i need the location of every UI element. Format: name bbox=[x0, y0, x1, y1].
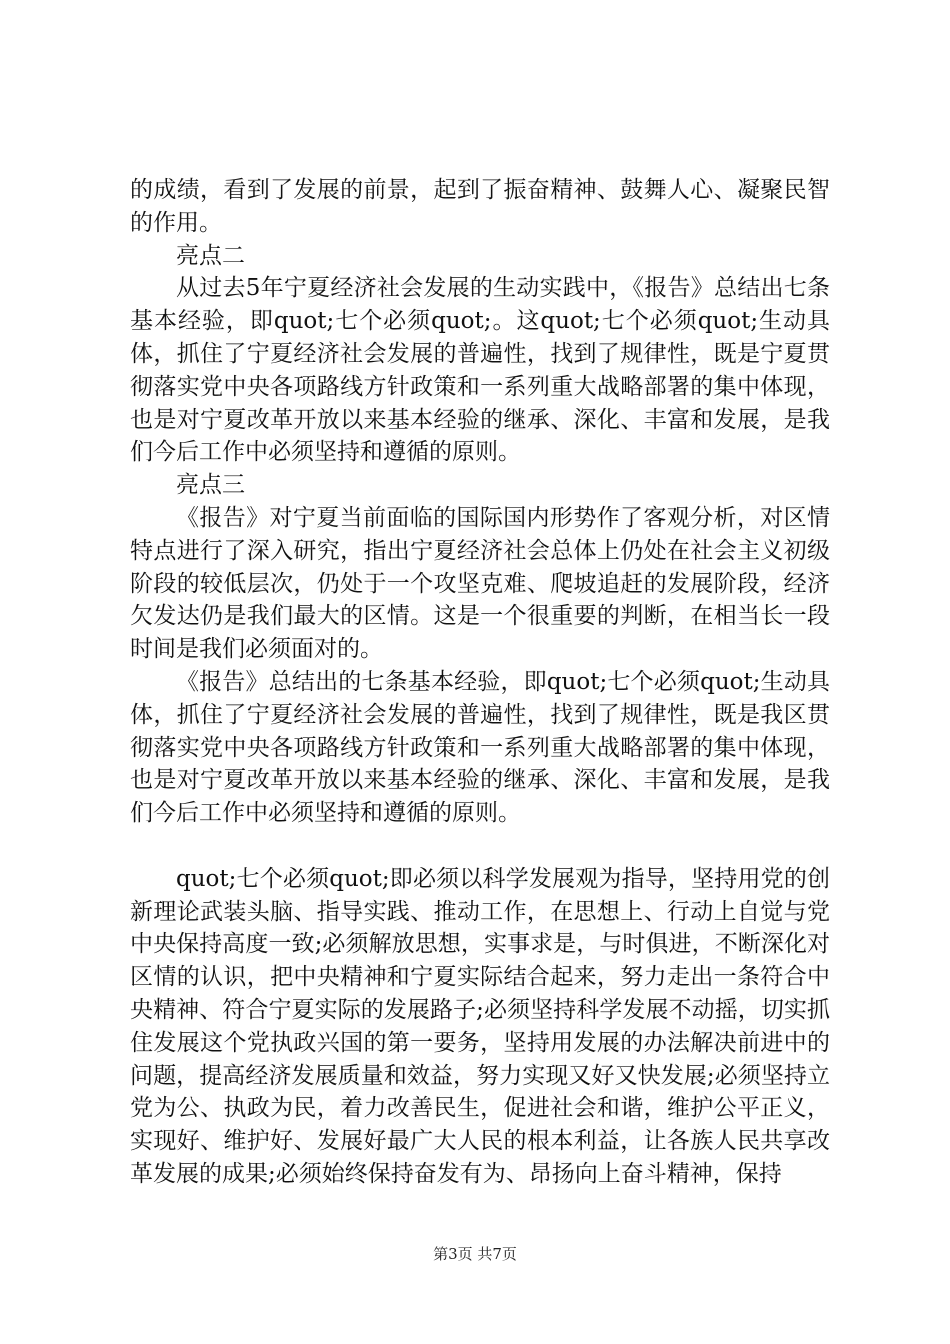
paragraph-seven-experiences: 从过去5年宁夏经济社会发展的生动实践中，《报告》总结出七条基本经验，即quot;七个必须quot;。这quot;七个必须quot;生动具体，抓住了宁夏经济社会发展的普遍性，找到了规律性，既是宁夏贯彻落实党中央各项路线方针政策和一系列重大战略部署的集中体现，也是对宁夏改革开放以来基本经验的继承、深化、丰富和发展，是我们今后工作中必须坚持和遵循的原则。 bbox=[130, 275, 830, 466]
document-body bbox=[130, 174, 830, 1191]
paragraph-situation-analysis: 《报告》对宁夏当前面临的国际国内形势作了客观分析，对区情特点进行了深入研究，指出宁夏经济社会总体上仍处在社会主义初级阶段的较低层次，仍处于一个攻坚克难、爬坡追赶的发展阶段，经济欠发达仍是我们最大的区情。这是一个很重要的判断，在相当长一段时间是我们必须面对的。 bbox=[130, 504, 830, 663]
section-heading-highlight-two: 亮点二 bbox=[176, 242, 245, 269]
section-heading-highlight-three: 亮点三 bbox=[176, 472, 245, 499]
paragraph-continuation: 的成绩，看到了发展的前景，起到了振奋精神、鼓舞人心、凝聚民智的作用。 bbox=[130, 177, 830, 236]
page-number-footer: 第3页 共7页 bbox=[433, 1245, 517, 1263]
paragraph-seven-musts-detail: quot;七个必须quot;即必须以科学发展观为指导，坚持用党的创新理论武装头脑、指导实践、推动工作，在思想上、行动上自觉与党中央保持高度一致;必须解放思想，实事求是，与时俱进，不断深化对区情的认识，把中央精神和宁夏实际结合起来，努力走出一条符合中央精神、符合宁夏实际的发展路子;必须坚持科学发展不动摇，切实抓住发展这个党执政兴国的第一要务，坚持用发展的办法解决前进中的问题，提高经济发展质量和效益，努力实现又好又快发展;必须坚持立党为公、执政为民，着力改善民生，促进社会和谐，维护公平正义，实现好、维护好、发展好最广大人民的根本利益，让各族人民共享改革发展的成果;必须始终保持奋发有为、昂扬向上奋斗精神，保持 bbox=[130, 865, 830, 1187]
paragraph-summary-experiences: 《报告》总结出的七条基本经验，即quot;七个必须quot;生动具体，抓住了宁夏经济社会发展的普遍性，找到了规律性，既是我区贯彻落实党中央各项路线方针政策和一系列重大战略部署的集中体现，也是对宁夏改革开放以来基本经验的继承、深化、丰富和发展，是我们今后工作中必须坚持和遵循的原则。 bbox=[130, 668, 830, 827]
